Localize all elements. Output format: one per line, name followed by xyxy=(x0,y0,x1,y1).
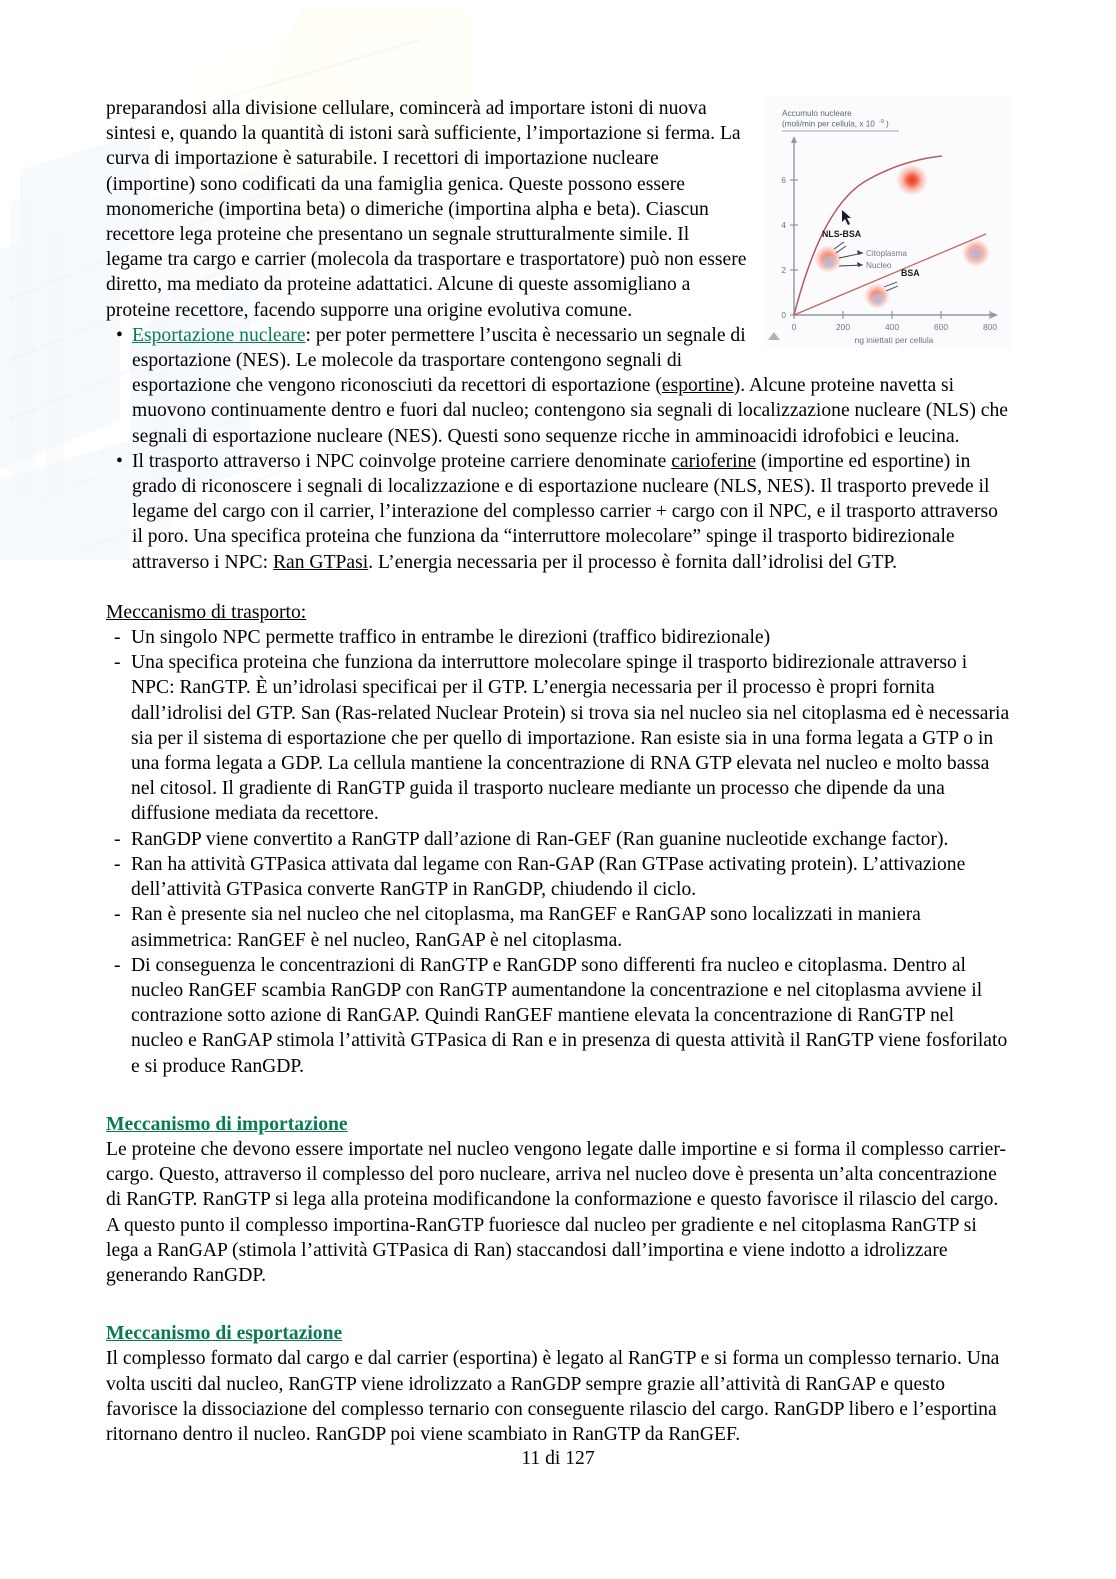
transport-list xyxy=(106,625,1011,1079)
document-content xyxy=(106,96,1011,1447)
link-esportazione-nucleare[interactable]: Esportazione nucleare xyxy=(132,324,306,346)
cell-marker-bsa-low xyxy=(864,283,890,309)
figure-xtick-800: 800 xyxy=(983,322,997,332)
paragraph-importazione: Le proteine che devono essere importate nel nucleo vengono legate dalle importine e si forma il complesso carrier-cargo. Questo, attraverso il complesso del poro nucleare, arriva nel nucleo dove è presenta un’alta concentrazione di RanGTP. RanGTP si lega alla proteina modificandone la conformazione e questo favorisce il rilascio del cargo. A questo punto il complesso importina-RanGTP fuoriesce dal nucleo per gradiente e nel citoplasma RanGTP si lega a RanGAP (stimola l’attività GTPasica di Ran) staccandosi dall’importina e viene indotto a idrolizzare generando RanGDP. xyxy=(106,1138,1007,1286)
bullet-0-text-a: : per poter permettere l’uscita è necessario un segnale di esportazione (NES). Le molecole da trasportare contengono segnali di esportazione che vengono riconosciuti da recettori di esportazione ( xyxy=(132,324,746,397)
heading-meccanismo-esportazione: Meccanismo di esportazione xyxy=(106,1323,343,1345)
page-footer: 11 di 127 xyxy=(521,1448,595,1469)
figure-xlabel: ng iniettati per cellula xyxy=(854,335,934,345)
list-item xyxy=(106,323,1011,449)
list-item xyxy=(106,953,1011,1079)
term-esportine: esportine xyxy=(661,375,734,397)
heading-meccanismo-trasporto: Meccanismo di trasporto: xyxy=(106,601,307,623)
nuclear-accumulation-figure xyxy=(764,96,1011,348)
cell-marker-nls-bsa-low xyxy=(814,245,842,273)
figure-ylabel-line2: (moli/min per cellula, x 10 xyxy=(782,119,875,129)
transport-item-5: Di conseguenza le concentrazioni di RanGTP e RanGDP sono differenti fra nucleo e citoplasma. Dentro al nucleo RanGEF scambia RanGDP con RanGTP aumentandone la concentrazione e nel citoplasma avviene il contrazione sotto azione di RanGAP. Quindi RanGEF mantiene elevata la concentrazione di RanGTP nel nucleo e RanGAP stimola l’attività GTPasica di Ran e in presenza di questa attività il RanGTP viene fosforilato e si produce RanGDP. xyxy=(131,954,1008,1077)
list-item xyxy=(106,449,1011,575)
term-ran-gtpasi: Ran GTPasi xyxy=(272,551,369,573)
list-item xyxy=(106,827,1011,852)
heading-meccanismo-importazione: Meccanismo di importazione xyxy=(106,1113,348,1135)
bullet-1-text-b: (importine ed esportine) in grado di riconoscere i segnali di localizzazione e di esportazione nucleare (NLS, NES). Il trasporto prevede il legame del cargo con il carrier, l’interazione del complesso carrier + cargo con il NPC, e il trasporto attraverso il poro. Una specifica proteina che funziona da “interruttore molecolare” spinge il trasporto bidirezionale attraverso i NPC: xyxy=(132,450,998,573)
transport-item-2: RanGDP viene convertito a RanGTP dall’azione di Ran-GEF (Ran guanine nucleotide exchange factor). xyxy=(131,828,949,850)
figure-frame xyxy=(764,96,1011,348)
figure-annotation-citoplasma: Citoplasma xyxy=(866,249,907,258)
cell-marker-bsa-high xyxy=(962,239,990,267)
figure-ytick-2: 2 xyxy=(781,265,786,275)
figure-xtick-0: 0 xyxy=(791,322,797,332)
bullet-0-text-b: ). Alcune proteine navetta si muovono continuamente dentro e fuori dal nucleo; contengono sia segnali di localizzazione nucleare (NLS) che segnali di esportazione nucleare (NES). Questi sono sequenze ricche in amminoacidi idrofobici e leucina. xyxy=(132,375,1008,447)
figure-annotation-bsa: BSA xyxy=(901,268,920,278)
list-item xyxy=(106,650,1011,826)
figure-ytick-6: 6 xyxy=(781,175,786,185)
figure-ylabel-exponent: -9 xyxy=(879,119,884,125)
figure-ytick-0: 0 xyxy=(781,310,786,320)
paragraph-intro: preparandosi alla divisione cellulare, comincerà ad importare istoni di nuova sintesi e, quando la quantità di istoni sarà sufficiente, l’importazione si ferma. La curva di importazione è saturabile. I recettori di importazione nucleare (importine) sono codificati da una famiglia genica. Queste possono essere monomeriche (importina beta) o dimeriche (importina alpha e beta). Ciascun recettore lega proteine che presentano un segnale strutturalmente simile. Il legame tra cargo e carrier (molecola da trasportare e trasportatore) può non essere diretto, ma mediato da proteine adattatici. Alcune di queste assomigliano a proteine recettore, facendo supporre una origine evolutiva comune. xyxy=(106,98,747,321)
transport-item-1: Una specifica proteina che funziona da interruttore molecolare spinge il trasporto bidirezionale attraverso i NPC: RanGTP. È un’idrolasi specificai per il GTP. L’energia necessaria per il processo è propri fornita dall’idrolisi del GTP. San (Ras-related Nuclear Protein) si trova sia nel nucleo sia nel citoplasma ed è necessaria sia per il sistema di esportazione che per quello di importazione. Ran esiste sia in una forma legata a GTP o in una forma legata a GDP. La cellula mantiene la concentrazione di RNA GTP elevata nel nucleo e molto bassa nel citosol. Il gradiente di RanGTP guida il trasporto nucleare mediante un processo che dipende da una diffusione mediata da recettore. xyxy=(131,652,1010,825)
transport-item-4: Ran è presente sia nel nucleo che nel citoplasma, ma RanGEF e RanGAP sono localizzati in maniera asimmetrica: RanGEF è nel nucleo, RanGAP è nel citoplasma. xyxy=(131,904,921,951)
paragraph-esportazione: Il complesso formato dal cargo e dal carrier (esportina) è legato al RanGTP e si forma un complesso ternario. Una volta usciti dal nucleo, RanGTP viene idrolizzato a RanGDP sempre grazie all’attività di RanGAP e questo favorisce la dissociazione del complesso ternario con conseguente rilascio del cargo. RanGDP libero e l’esportina ritornano dentro il nucleo. RanGDP poi viene scambiato in RanGTP da RanGEF. xyxy=(106,1348,1000,1445)
bullet-list-main xyxy=(106,323,1011,575)
transport-item-3: Ran ha attività GTPasica attivata dal legame con Ran-GAP (Ran GTPase activating protein). L’attivazione dell’attività GTPasica converte RanGTP in RanGDP, chiudendo il ciclo. xyxy=(131,853,966,901)
list-item xyxy=(106,625,1011,650)
figure-xtick-200: 200 xyxy=(836,322,850,332)
term-carioferine: carioferine xyxy=(671,450,757,472)
figure-ytick-4: 4 xyxy=(781,220,786,230)
list-item xyxy=(106,852,1011,902)
bullet-1-text-c: . L’energia necessaria per il processo è fornita dall’idrolisi del GTP. xyxy=(368,551,898,573)
svg-text:): ) xyxy=(886,119,889,129)
figure-annotation-nls-bsa: NLS-BSA xyxy=(822,229,862,239)
figure-annotation-nucleo: Nucleo xyxy=(866,261,892,270)
figure-chart xyxy=(764,96,1011,348)
transport-item-0: Un singolo NPC permette traffico in entrambe le direzioni (traffico bidirezionale) xyxy=(131,627,771,649)
figure-xtick-600: 600 xyxy=(934,322,948,332)
figure-xtick-400: 400 xyxy=(885,322,899,332)
cell-marker-nls-bsa-high xyxy=(896,164,928,196)
list-item xyxy=(106,902,1011,952)
bullet-1-text-a: Il trasporto attraverso i NPC coinvolge proteine carriere denominate xyxy=(132,450,672,472)
figure-ylabel-line1: Accumulo nucleare xyxy=(782,109,852,118)
